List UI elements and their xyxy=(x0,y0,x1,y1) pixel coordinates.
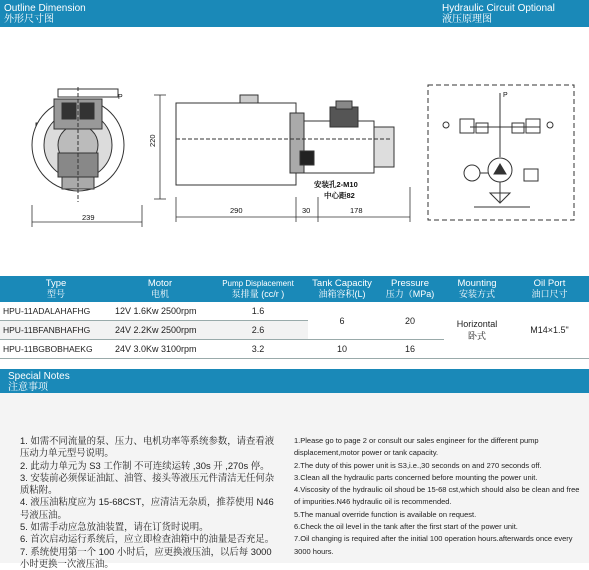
mount-hole-label: 安装孔2-M10 xyxy=(314,180,358,189)
front-view xyxy=(32,87,124,202)
circuit-title-zh: 液压原理图 xyxy=(442,14,492,25)
cell-pump: 3.2 xyxy=(208,340,308,359)
circuit-p-label: P xyxy=(503,92,508,99)
cell-type: HPU-11BGBOBHAEKG xyxy=(0,340,112,359)
spec-table xyxy=(0,276,589,359)
th-mounting: Mounting 安装方式 xyxy=(444,276,510,302)
cell-pressure: 20 xyxy=(376,302,444,340)
notes-panel xyxy=(0,393,589,569)
note-en-item: 2.The duty of this power unit is S3,i.e.,30 seconds on and 270 seconds off. xyxy=(294,460,542,470)
length-dimensions xyxy=(176,187,410,222)
table-row xyxy=(0,302,589,321)
th-pressure: Pressure 压力（MPa) xyxy=(376,276,444,302)
dim-tank: 290 xyxy=(230,206,243,215)
cell-pump: 2.6 xyxy=(208,321,308,340)
notes-header-band xyxy=(0,369,589,393)
note-zh-item: 4. 液压油粘度应为 15-68CST，应清洁无杂质，推荐使用 N46 号液压油。 xyxy=(20,496,274,520)
note-zh-item: 5. 如需手动应急放油装置，请在订货时说明。 xyxy=(20,521,209,533)
th-oil-port: Oil Port 油口尺寸 xyxy=(510,276,589,302)
note-en-item: 5.The manual override function is available on request. xyxy=(294,509,477,519)
outline-drawing xyxy=(0,27,589,267)
note-zh-item: 2. 此动力单元为 S3 工作制 不可连续运转 ,30s 开 ,270s 停。 xyxy=(20,459,270,471)
notes-en-list xyxy=(294,435,586,558)
port-p-label: P xyxy=(118,94,123,101)
dim-width: 239 xyxy=(82,213,95,222)
th-motor: Motor 电机 xyxy=(112,276,208,302)
th-pump: Pump Displacement 泵排量 (cc/r ) xyxy=(208,276,308,302)
section-header-band xyxy=(0,0,589,27)
note-en-item: 1.Please go to page 2 or consult our sales engineer for the different pump displacement,motor power or tank capacity. xyxy=(294,436,539,458)
side-view xyxy=(176,95,394,185)
th-type: Type 型号 xyxy=(0,276,112,302)
outline-title-en: Outline Dimension xyxy=(4,3,86,14)
cell-oil-port: M14×1.5" xyxy=(510,302,589,359)
cell-tank: 6 xyxy=(308,302,376,340)
hydraulic-circuit xyxy=(428,85,574,220)
notes-title-en: Special Notes xyxy=(8,371,70,382)
note-zh-item: 7. 系统使用第一个 100 小时后，应更换液压油，以后每 3000 小时更换一次液压油。 xyxy=(20,545,272,569)
center-distance-label: 中心距82 xyxy=(324,191,355,200)
cell-motor: 12V 1.6Kw 2500rpm xyxy=(112,302,208,321)
cell-type: HPU-11ADALAHAFHG xyxy=(0,302,112,321)
note-en-item: 6.Check the oil level in the tank after the first start of the power unit. xyxy=(294,522,518,532)
notes-zh-list xyxy=(20,435,282,570)
circuit-title-en: Hydraulic Circuit Optional xyxy=(442,3,555,14)
note-en-item: 3.Clean all the hydraulic parts concerned before mounting the power unit. xyxy=(294,472,538,482)
cell-type: HPU-11BFANBHAFHG xyxy=(0,321,112,340)
note-en-item: 4.Viscosity of the hydraulic oil shoud be 15-68 cst,which should also be clean and free of impurities.N46 hydraulic oil is recommended. xyxy=(294,485,580,507)
cell-pump: 1.6 xyxy=(208,302,308,321)
table-header-row xyxy=(0,276,589,302)
dim-height: 220 xyxy=(148,134,157,147)
note-zh-item: 1. 如需不同流量的泵、压力、电机功率等系统参数，请查看液压动力单元型号说明。 xyxy=(20,435,275,459)
cell-motor: 24V 2.2Kw 2500rpm xyxy=(112,321,208,340)
cell-pressure: 16 xyxy=(376,340,444,359)
note-en-item: 7.Oil changing is required after the initial 100 operation hours.afterwards once every 3000 hours. xyxy=(294,534,573,556)
dim-178: 178 xyxy=(350,206,363,215)
notes-title-zh: 注意事项 xyxy=(8,382,48,393)
outline-title-zh: 外形尺寸图 xyxy=(4,14,54,25)
th-tank: Tank Capacity 油箱容积(L) xyxy=(308,276,376,302)
dim-30: 30 xyxy=(302,206,311,215)
note-zh-item: 3. 安装前必须保证油缸、油管、接头等液压元件清洁无任何杂质粘附。 xyxy=(20,471,275,496)
cell-tank: 10 xyxy=(308,340,376,359)
cell-mounting: Horizontal 卧式 xyxy=(444,302,510,359)
cell-motor: 24V 3.0Kw 3100rpm xyxy=(112,340,208,359)
note-zh-item: 6. 首次启动运行系统后，应立即检查油箱中的油量是否充足。 xyxy=(20,533,275,545)
